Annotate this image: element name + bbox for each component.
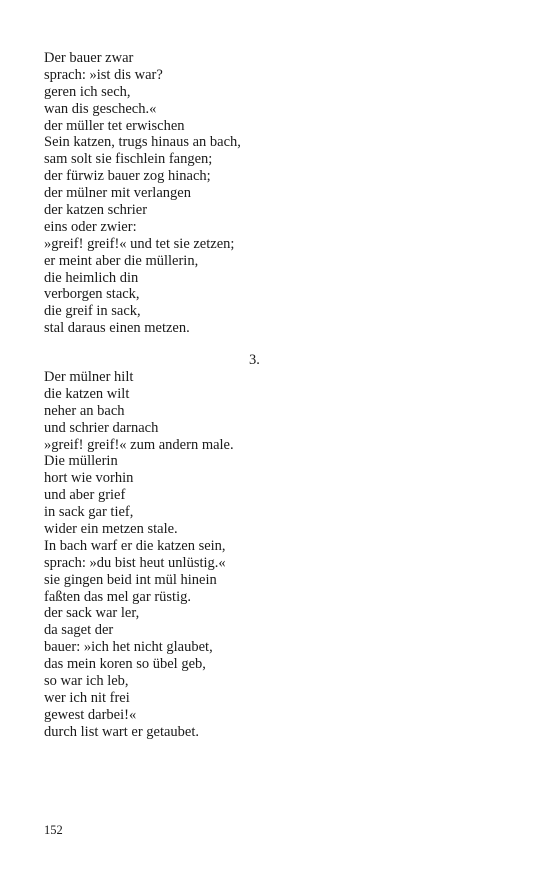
verse-line: der sack war ler, (44, 605, 140, 622)
verse-line: »greif! greif!« zum andern male. (44, 436, 234, 453)
verse-line: der müller tet erwischen (44, 117, 185, 134)
verse-line: bauer: »ich het nicht glaubet, (44, 639, 213, 656)
verse-line: der katzen schrier (44, 202, 148, 219)
verse-line: der fürwiz bauer zog hinach; (44, 168, 211, 185)
verse-line: das mein koren so übel geb, (44, 656, 206, 673)
verse-line: Der bauer zwar (44, 50, 134, 66)
poem-stanza-2-ending (44, 50, 284, 337)
verse-line: stal daraus einen metzen. (44, 320, 190, 337)
verse-line: und aber grief (44, 487, 126, 504)
verse-line: »greif! greif!« und tet sie zetzen; (44, 235, 235, 252)
verse-line: und schrier darnach (44, 419, 159, 436)
verse-line: wider ein metzen stale. (44, 521, 178, 538)
poem-stanza-3 (44, 369, 284, 741)
verse-line: gewest darbei!« (44, 706, 137, 723)
verse-line: da saget der (44, 622, 114, 639)
verse-line: wer ich nit frei (44, 689, 130, 706)
verse-line: die katzen wilt (44, 385, 130, 402)
verse-line: durch list wart er getaubet. (44, 723, 200, 740)
verse-line: faßten das mel gar rüstig. (44, 588, 191, 605)
verse-line: geren ich sech, (44, 83, 131, 100)
verse-line: er meint aber die müllerin, (44, 252, 199, 269)
verse-line: der mülner mit verlangen (44, 185, 191, 202)
verse-line: Der mülner hilt (44, 369, 134, 385)
verse-line: sprach: »ist dis war? (44, 66, 163, 83)
verse-line: hort wie vorhin (44, 470, 134, 487)
verse-line: die heimlich din (44, 269, 139, 286)
verse-line: wan dis geschech.« (44, 100, 157, 117)
verse-line: eins oder zwier: (44, 218, 137, 235)
verse-line: sprach: »du bist heut unlüstig.« (44, 554, 226, 571)
verse-line: neher an bach (44, 402, 125, 419)
verse-line: sam solt sie fischlein fangen; (44, 151, 213, 168)
verse-line: die greif in sack, (44, 303, 141, 320)
verse-line: in sack gar tief, (44, 504, 134, 521)
stanza-number: 3. (249, 352, 260, 368)
verse-line: Die müllerin (44, 453, 118, 470)
verse-line: so war ich leb, (44, 673, 129, 690)
verse-line: Sein katzen, trugs hinaus an bach, (44, 134, 241, 151)
page-number: 152 (44, 823, 63, 837)
verse-line: verborgen stack, (44, 286, 140, 303)
verse-line: sie gingen beid int mül hinein (44, 571, 217, 588)
verse-line: In bach warf er die katzen sein, (44, 537, 226, 554)
